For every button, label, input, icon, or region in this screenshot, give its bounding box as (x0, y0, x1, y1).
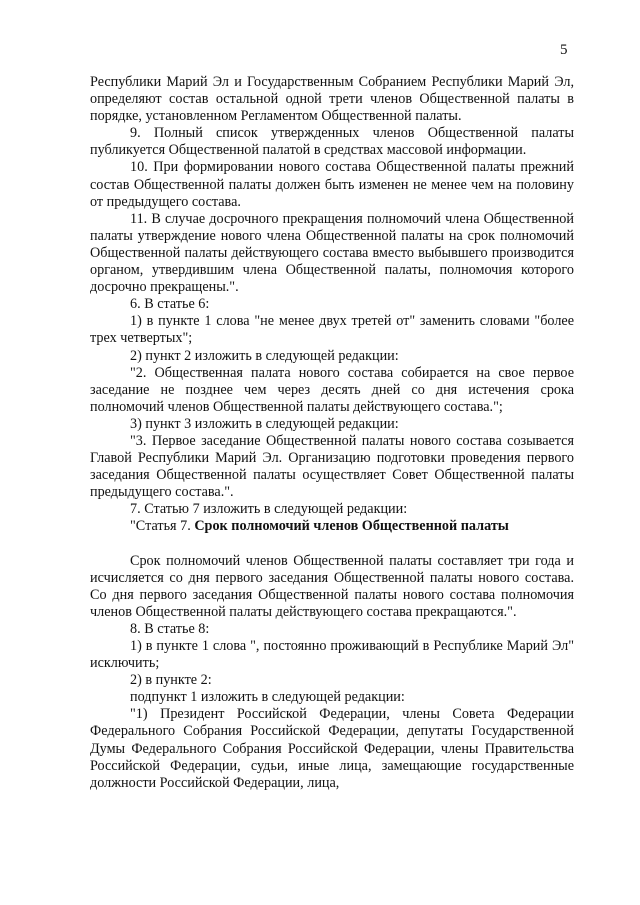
page-number: 5 (560, 42, 568, 58)
paragraph: 8. В статье 8: (130, 620, 210, 637)
paragraph: Республики Марий Эл и Государственным Собранием Республики Марий Эл, определяют состав остальной одной трети членов Общественной палаты в порядке, установленном Регламентом Общественной палаты. (90, 74, 574, 125)
paragraph: 10. При формировании нового состава Общественной палаты прежний состав Общественной палаты должен быть изменен не менее чем на половину от предыдущего состава. (90, 159, 574, 210)
paragraph: 1) в пункте 1 слова "не менее двух третей от" заменить словами "более трех четвертых"; (90, 313, 574, 347)
paragraph: "2. Общественная палата нового состава собирается на свое первое заседание не позднее чем через десять дней со дня истечения срока полномочий членов Общественной палаты действующего состава."; (90, 364, 574, 415)
paragraph: 11. В случае досрочного прекращения полномочий члена Общественной палаты утверждение нового члена Общественной палаты на срок полномочий Общественной палаты действующего состава вместо выбывшего производится органом, утвердившим члена Общественной палаты, полномочия которого досрочно прекращены.". (90, 210, 574, 296)
paragraph: "3. Первое заседание Общественной палаты нового состава созывается Главой Республики Марий Эл. Организацию подготовки проведения первого заседания Общественной палаты осуществляет Совет Общественной палаты предыдущего состава.". (90, 432, 574, 501)
document-body (90, 74, 574, 792)
paragraph: подпункт 1 изложить в следующей редакции: (130, 689, 405, 706)
paragraph: 9. Полный список утвержденных членов Общественной палаты публикуется Общественной палатой в средствах массовой информации. (90, 125, 574, 159)
paragraph: 2) в пункте 2: (130, 672, 212, 689)
article-heading-prefix: "Статья 7. (130, 518, 195, 535)
paragraph: "1) Президент Российской Федерации, члены Совета Федерации Федерального Собрания Российской Федерации, депутаты Государственной Думы Федерального Собрания Российской Федерации, члены Правительства Российской Федерации, судьи, иные лица, замещающие государственные должности Российской Федерации, лица, (90, 706, 574, 791)
paragraph: 3) пункт 3 изложить в следующей редакции: (130, 415, 399, 432)
paragraph: Срок полномочий членов Общественной палаты составляет три года и исчисляется со дня первого заседания Общественной палаты нового состава. Со дня первого заседания Общественной палаты нового состава полномочия членов Общественной палаты действующего состава прекращаются.". (90, 552, 574, 620)
paragraph: 2) пункт 2 изложить в следующей редакции: (130, 347, 399, 364)
article-heading-title: Срок полномочий членов Общественной палаты (194, 518, 509, 535)
paragraph: 6. В статье 6: (130, 296, 210, 313)
paragraph: 1) в пункте 1 слова ", постоянно проживающий в Республике Марий Эл" исключить; (90, 638, 574, 672)
article-heading (90, 518, 574, 535)
paragraph: 7. Статью 7 изложить в следующей редакции: (130, 501, 408, 518)
